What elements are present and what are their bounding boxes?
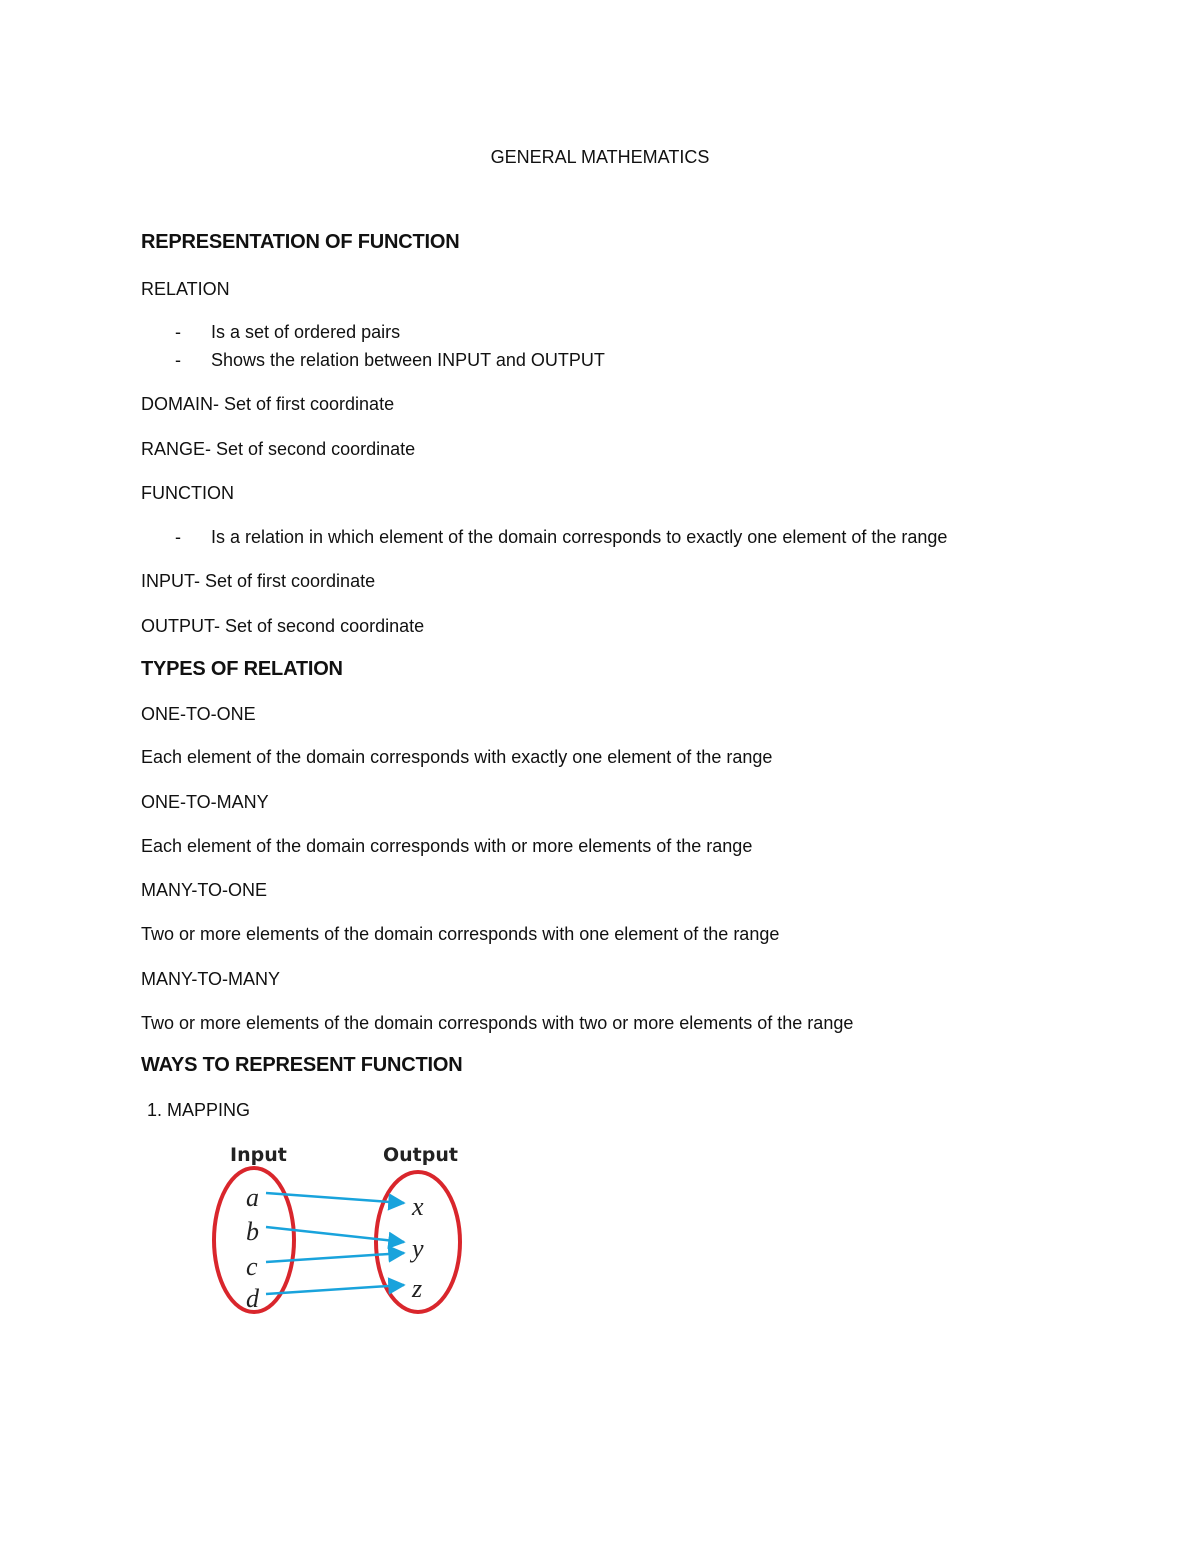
output-definition: OUTPUT- Set of second coordinate [141, 616, 425, 636]
mapping-output-label: Output [383, 1144, 458, 1166]
mapping-output-y: y [412, 1234, 424, 1263]
heading-ways-to-represent-function: WAYS TO REPRESENT FUNCTION [141, 1054, 463, 1076]
document-title: GENERAL MATHEMATICS [490, 147, 710, 167]
type-name-many-to-many: MANY-TO-MANY [141, 969, 281, 989]
range-definition: RANGE- Set of second coordinate [141, 439, 416, 459]
type-desc-one-to-one: Each element of the domain corresponds with exactly one element of the range [141, 747, 773, 767]
mapping-arrow-b-to-y [266, 1227, 404, 1242]
mapping-input-label: Input [230, 1144, 287, 1166]
mapping-arrow-c-to-y [266, 1253, 404, 1262]
mapping-input-d: d [246, 1284, 259, 1313]
type-desc-many-to-many: Two or more elements of the domain corresponds with two or more elements of the range [141, 1013, 854, 1033]
bullet-marker: - [175, 527, 181, 547]
mapping-input-a: a [246, 1183, 259, 1212]
mapping-output-z: z [412, 1274, 423, 1303]
list-item-mapping: 1. MAPPING [147, 1100, 251, 1120]
domain-definition: DOMAIN- Set of first coordinate [141, 394, 395, 414]
function-label: FUNCTION [141, 483, 234, 503]
input-definition: INPUT- Set of first coordinate [141, 571, 376, 591]
relation-bullet-1: Is a set of ordered pairs [211, 322, 401, 342]
relation-bullet-2: Shows the relation between INPUT and OUTPUT [211, 350, 605, 370]
type-desc-one-to-many: Each element of the domain corresponds with or more elements of the range [141, 836, 753, 856]
relation-label: RELATION [141, 279, 230, 299]
heading-representation-of-function: REPRESENTATION OF FUNCTION [141, 231, 460, 253]
mapping-input-c: c [246, 1252, 258, 1281]
type-name-one-to-many: ONE-TO-MANY [141, 792, 269, 812]
heading-types-of-relation: TYPES OF RELATION [141, 658, 343, 680]
mapping-input-b: b [246, 1217, 259, 1246]
bullet-marker: - [175, 350, 181, 370]
function-bullet-1: Is a relation in which element of the domain corresponds to exactly one element of the range [211, 527, 948, 547]
type-name-many-to-one: MANY-TO-ONE [141, 880, 268, 900]
type-desc-many-to-one: Two or more elements of the domain corresponds with one element of the range [141, 924, 780, 944]
mapping-output-x: x [412, 1192, 424, 1221]
bullet-marker: - [175, 322, 181, 342]
mapping-diagram [200, 1135, 480, 1325]
type-name-one-to-one: ONE-TO-ONE [141, 704, 256, 724]
